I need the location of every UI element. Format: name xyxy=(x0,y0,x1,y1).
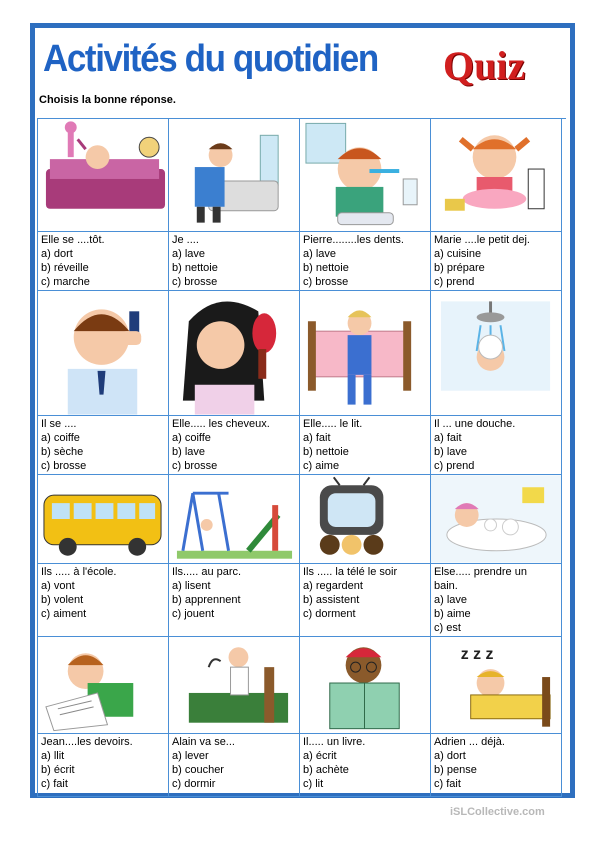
option-b[interactable]: b) assistent xyxy=(303,594,360,606)
option-c[interactable]: c) est xyxy=(434,622,461,634)
quiz-text xyxy=(38,232,168,290)
quiz-text xyxy=(431,564,561,636)
quiz-logo: Quiz xyxy=(443,43,526,88)
option-c[interactable]: c) prend xyxy=(434,460,475,472)
quiz-card-5 xyxy=(38,291,169,475)
park-illustration xyxy=(169,475,299,564)
quiz-card-14 xyxy=(169,637,300,797)
option-b[interactable]: b) aime xyxy=(434,608,471,620)
option-c[interactable]: c) dorment xyxy=(303,608,356,620)
question: Else..... prendre un xyxy=(434,566,527,578)
quiz-card-4 xyxy=(431,119,562,291)
option-a[interactable]: a) dort xyxy=(41,248,73,260)
quiz-card-16 xyxy=(431,637,562,797)
brush-teeth-illustration xyxy=(300,119,430,232)
option-b[interactable]: b) écrit xyxy=(41,764,75,776)
quiz-row-2 xyxy=(38,291,566,475)
watch-tv-illustration xyxy=(300,475,430,564)
option-c[interactable]: c) fait xyxy=(434,778,461,790)
option-a[interactable]: a) lisent xyxy=(172,580,211,592)
option-b[interactable]: b) pense xyxy=(434,764,477,776)
option-b[interactable]: b) achète xyxy=(303,764,349,776)
quiz-card-13 xyxy=(38,637,169,797)
question: Elle..... les cheveux. xyxy=(172,418,270,430)
option-a[interactable]: a) dort xyxy=(434,750,466,762)
option-b[interactable]: b) coucher xyxy=(172,764,224,776)
option-a[interactable]: a) vont xyxy=(41,580,75,592)
quiz-text xyxy=(169,232,299,290)
quiz-card-8 xyxy=(431,291,562,475)
wake-up-illustration xyxy=(38,119,168,232)
quiz-text xyxy=(38,734,168,796)
option-b[interactable]: b) prépare xyxy=(434,262,485,274)
question: Il se .... xyxy=(41,418,77,430)
option-b[interactable]: b) nettoie xyxy=(303,446,349,458)
option-a[interactable]: a) lave xyxy=(172,248,206,260)
option-b[interactable]: b) lave xyxy=(434,446,468,458)
option-c[interactable]: c) aiment xyxy=(41,608,87,620)
svg-text:z z z: z z z xyxy=(460,646,494,664)
quiz-text xyxy=(431,416,561,474)
option-c[interactable]: c) aime xyxy=(303,460,340,472)
wash-face-illustration xyxy=(169,119,299,232)
quiz-card-12 xyxy=(431,475,562,637)
question: Pierre........les dents. xyxy=(303,234,404,246)
quiz-row-1 xyxy=(38,119,566,291)
quiz-text xyxy=(169,416,299,474)
quiz-grid xyxy=(37,118,566,797)
quiz-card-6 xyxy=(169,291,300,475)
quiz-card-1 xyxy=(38,119,169,291)
quiz-text xyxy=(169,564,299,636)
option-c[interactable]: c) brosse xyxy=(172,276,218,288)
quiz-text xyxy=(169,734,299,796)
option-a[interactable]: a) regardent xyxy=(303,580,363,592)
option-b[interactable]: b) nettoie xyxy=(303,262,349,274)
option-a[interactable]: a) coiffe xyxy=(172,432,211,444)
option-c[interactable]: c) lit xyxy=(303,778,324,790)
question: Alain va se... xyxy=(172,736,235,748)
make-bed-illustration xyxy=(300,291,430,416)
quiz-text xyxy=(300,232,430,290)
quiz-text xyxy=(300,734,430,796)
question: Ils ..... la télé le soir xyxy=(303,566,398,578)
brush-hair-illustration xyxy=(169,291,299,416)
sleep-illustration xyxy=(431,637,561,734)
quiz-card-11 xyxy=(300,475,431,637)
question: Ils..... au parc. xyxy=(172,566,242,578)
option-a[interactable]: a) lave xyxy=(434,594,468,606)
quiz-card-15 xyxy=(300,637,431,797)
option-b[interactable]: b) apprennent xyxy=(172,594,241,606)
option-a[interactable]: a) lave xyxy=(303,248,337,260)
option-a[interactable]: a) cuisine xyxy=(434,248,482,260)
option-b[interactable]: b) lave xyxy=(172,446,206,458)
option-a[interactable]: a) lever xyxy=(172,750,209,762)
quiz-text xyxy=(300,564,430,636)
option-c[interactable]: c) fait xyxy=(41,778,68,790)
option-c[interactable]: c) brosse xyxy=(172,460,218,472)
school-bus-illustration xyxy=(38,475,168,564)
question: Elle se ....tôt. xyxy=(41,234,105,246)
page-title: Activités du quotidien xyxy=(43,38,378,80)
question: Jean....les devoirs. xyxy=(41,736,133,748)
quiz-card-3 xyxy=(300,119,431,291)
homework-illustration xyxy=(38,637,168,734)
quiz-text xyxy=(431,232,561,290)
option-a[interactable]: a) coiffe xyxy=(41,432,80,444)
option-b[interactable]: b) nettoie xyxy=(172,262,218,274)
option-b[interactable]: b) réveille xyxy=(41,262,89,274)
option-c[interactable]: c) brosse xyxy=(303,276,349,288)
option-c[interactable]: c) brosse xyxy=(41,460,87,472)
question-continued: bain. xyxy=(434,580,458,592)
option-a[interactable]: a) écrit xyxy=(303,750,337,762)
option-c[interactable]: c) prend xyxy=(434,276,475,288)
question: Elle..... le lit. xyxy=(303,418,363,430)
quiz-text xyxy=(431,734,561,796)
quiz-card-10 xyxy=(169,475,300,637)
read-book-illustration xyxy=(300,637,430,734)
question: Adrien ... déjà. xyxy=(434,736,505,748)
question: Ils ..... à l'école. xyxy=(41,566,117,578)
quiz-card-2 xyxy=(169,119,300,291)
option-a[interactable]: a) fait xyxy=(303,432,331,444)
watermark: iSLCollective.com xyxy=(450,806,545,818)
option-a[interactable]: a) fait xyxy=(434,432,462,444)
get-up-illustration xyxy=(169,637,299,734)
instruction: Choisis la bonne réponse. xyxy=(39,94,176,106)
question: Marie ....le petit dej. xyxy=(434,234,530,246)
quiz-text xyxy=(38,416,168,474)
worksheet-frame xyxy=(30,23,575,798)
quiz-text xyxy=(300,416,430,474)
option-c[interactable]: c) marche xyxy=(41,276,90,288)
option-c[interactable]: c) jouent xyxy=(172,608,215,620)
option-a[interactable]: a) llit xyxy=(41,750,65,762)
question: Il..... un livre. xyxy=(303,736,366,748)
quiz-row-4 xyxy=(38,637,566,797)
option-b[interactable]: b) volent xyxy=(41,594,84,606)
question: Je .... xyxy=(172,234,199,246)
quiz-card-7 xyxy=(300,291,431,475)
breakfast-illustration xyxy=(431,119,561,232)
bath-illustration xyxy=(431,475,561,564)
option-c[interactable]: c) dormir xyxy=(172,778,216,790)
quiz-card-9 xyxy=(38,475,169,637)
question: Il ... une douche. xyxy=(434,418,516,430)
quiz-text xyxy=(38,564,168,636)
option-b[interactable]: b) sèche xyxy=(41,446,84,458)
shower-illustration xyxy=(431,291,561,416)
quiz-row-3 xyxy=(38,475,566,637)
comb-hair-illustration xyxy=(38,291,168,416)
